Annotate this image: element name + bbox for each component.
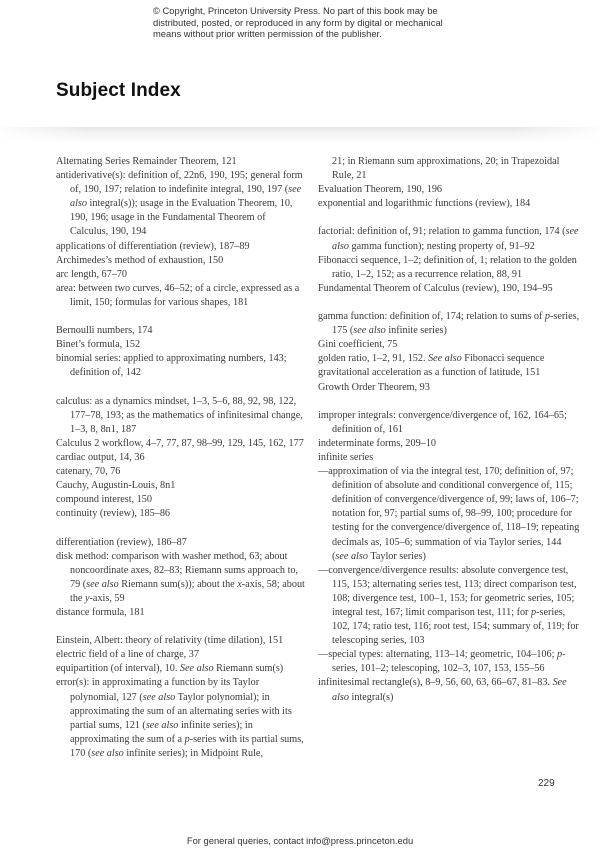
index-entry: arc length, 67–70 <box>56 268 128 280</box>
index-entry: continuity (review), 185–86 <box>56 508 171 520</box>
index-entry: —convergence/divergence results: absolute convergence test, 115, 153; alternating series test, 113; direct comparison test, 108; divergence test, 100–1, 153; for geometric series, 105; integral test, 167; limit comparison test, 111; for p-series, 102, 174; ratio test, 116; root test, 154; summary of, 119; for telescoping series, 103 <box>318 564 579 647</box>
index-entry: equipartition (of interval), 10. See also Riemann sum(s) <box>56 663 284 675</box>
index-entry: error(s): in approximating a function by its Taylor polynomial, 127 (see also Taylor polynomial); in approximating the sum of an alternating series with its partial sums, 121 (see also infinite series); in approximating the sum of a p-series with its partial sums, 170 (see also infinite series); in Midpoint Rule, <box>56 677 304 759</box>
index-entry: Evaluation Theorem, 190, 196 <box>318 184 443 196</box>
index-entry: gamma function: definition of, 174; relation to sums of p-series, 175 (see also infinite series) <box>318 311 580 337</box>
page-title: Subject Index <box>56 80 181 101</box>
index-entry: differentiation (review), 186–87 <box>56 536 187 548</box>
letter-group-spacer <box>56 381 306 395</box>
index-entry: Growth Order Theorem, 93 <box>318 381 430 393</box>
letter-group-spacer <box>56 620 306 634</box>
index-entry: —approximation of via the integral test, 170; definition of, 97; definition of absolute and conditional convergence of, 115; definition of convergence/divergence of, 99; laws of, 106–7; notation for, 97; partial sums of, 98–99, 100; procedure for testing for the convergence/divergence of, 118–19; repeating decimals as, 105–6; summation of via Taylor series, 144 (see also Taylor series) <box>318 466 580 562</box>
index-entry: exponential and logarithmic functions (review), 184 <box>318 198 531 210</box>
index-entry: catenary, 70, 76 <box>56 466 121 478</box>
page-number: 229 <box>538 778 555 789</box>
index-entry: Archimedes’s method of exhaustion, 150 <box>56 254 224 266</box>
footer-contact: For general queries, contact info@press.princeton.edu <box>186 835 414 846</box>
letter-group-spacer <box>318 395 580 409</box>
index-entry: infinite series <box>318 451 374 463</box>
index-entry: gravitational acceleration as a function of latitude, 151 <box>318 367 541 379</box>
index-entry: binomial series: applied to approximating numbers, 143; definition of, 142 <box>56 353 287 379</box>
letter-group-spacer <box>56 521 306 535</box>
index-entry: calculus: as a dynamics mindset, 1–3, 5–6, 88, 92, 98, 122, 177–78, 193; as the mathematics of infinitesimal change, 1–3, 8, 8n1, 187 <box>56 395 303 435</box>
index-entry: electric field of a line of charge, 37 <box>56 649 199 661</box>
index-entry: infinitesimal rectangle(s), 8–9, 56, 60, 63, 66–67, 81–83. See also integral(s) <box>318 677 567 703</box>
index-entry: area: between two curves, 46–52; of a circle, expressed as a limit, 150; formulas for various shapes, 181 <box>56 282 300 308</box>
index-entry: Einstein, Albert: theory of relativity (time dilation), 151 <box>56 635 284 647</box>
index-entry-continuation: 21; in Riemann sum approximations, 20; in Trapezoidal Rule, 21 <box>332 156 560 182</box>
index-entry: Calculus 2 workflow, 4–7, 77, 87, 98–99, 129, 145, 162, 177 <box>56 437 304 449</box>
index-entry: factorial: definition of, 91; relation to gamma function, 174 (see also gamma function); nesting property of, 91–92 <box>318 226 579 252</box>
index-column-right <box>318 155 580 705</box>
index-entry: Binet’s formula, 152 <box>56 339 141 351</box>
index-entry: cardiac output, 14, 36 <box>56 451 145 463</box>
index-entry: Fibonacci sequence, 1–2; definition of, 1; relation to the golden ratio, 1–2, 152; as a recurrence relation, 88, 91 <box>318 254 577 280</box>
index-entry: indeterminate forms, 209–10 <box>318 437 436 449</box>
index-entry: Cauchy, Augustin-Louis, 8n1 <box>56 480 176 492</box>
index-entry: improper integrals: convergence/divergence of, 162, 164–65; definition of, 161 <box>318 409 567 435</box>
index-entry: disk method: comparison with washer method, 63; about noncoordinate axes, 82–83; Riemann sums approach to, 79 (see also Riemann sum(s)); about the x-axis, 58; about the y-axis, 59 <box>56 550 305 604</box>
letter-group-spacer <box>318 211 580 225</box>
index-entry: antiderivative(s): definition of, 22n6, 190, 195; general form of, 190, 197; relation to indefinite integral, 190, 197 (see also integral(s)); usage in the Evaluation Theorem, 10, 190, 196; usage in the Fundamental Theorem of Calculus, 190, 194 <box>56 170 303 238</box>
index-entry: compound interest, 150 <box>56 494 152 506</box>
header-divider-shadow <box>0 127 600 143</box>
index-entry: golden ratio, 1–2, 91, 152. See also Fibonacci sequence <box>318 353 545 365</box>
index-entry: Alternating Series Remainder Theorem, 121 <box>56 156 237 167</box>
index-entry: Gini coefficient, 75 <box>318 339 398 351</box>
letter-group-spacer <box>318 296 580 310</box>
index-entry: distance formula, 181 <box>56 607 145 618</box>
index-entry: applications of differentiation (review), 187–89 <box>56 240 250 252</box>
index-entry: —special types: alternating, 113–14; geometric, 104–106; p-series, 101–2; telescoping, 102–3, 107, 153, 155–56 <box>318 649 566 675</box>
index-entry: Fundamental Theorem of Calculus (review), 190, 194–95 <box>318 282 553 294</box>
index-entry: Bernoulli numbers, 174 <box>56 325 153 337</box>
letter-group-spacer <box>56 310 306 324</box>
index-column-left <box>56 155 306 761</box>
copyright-notice: © Copyright, Princeton University Press. No part of this book may be distributed, posted, or reproduced in any form by digital or mechanical means without prior written permission of the publisher. <box>153 5 443 40</box>
